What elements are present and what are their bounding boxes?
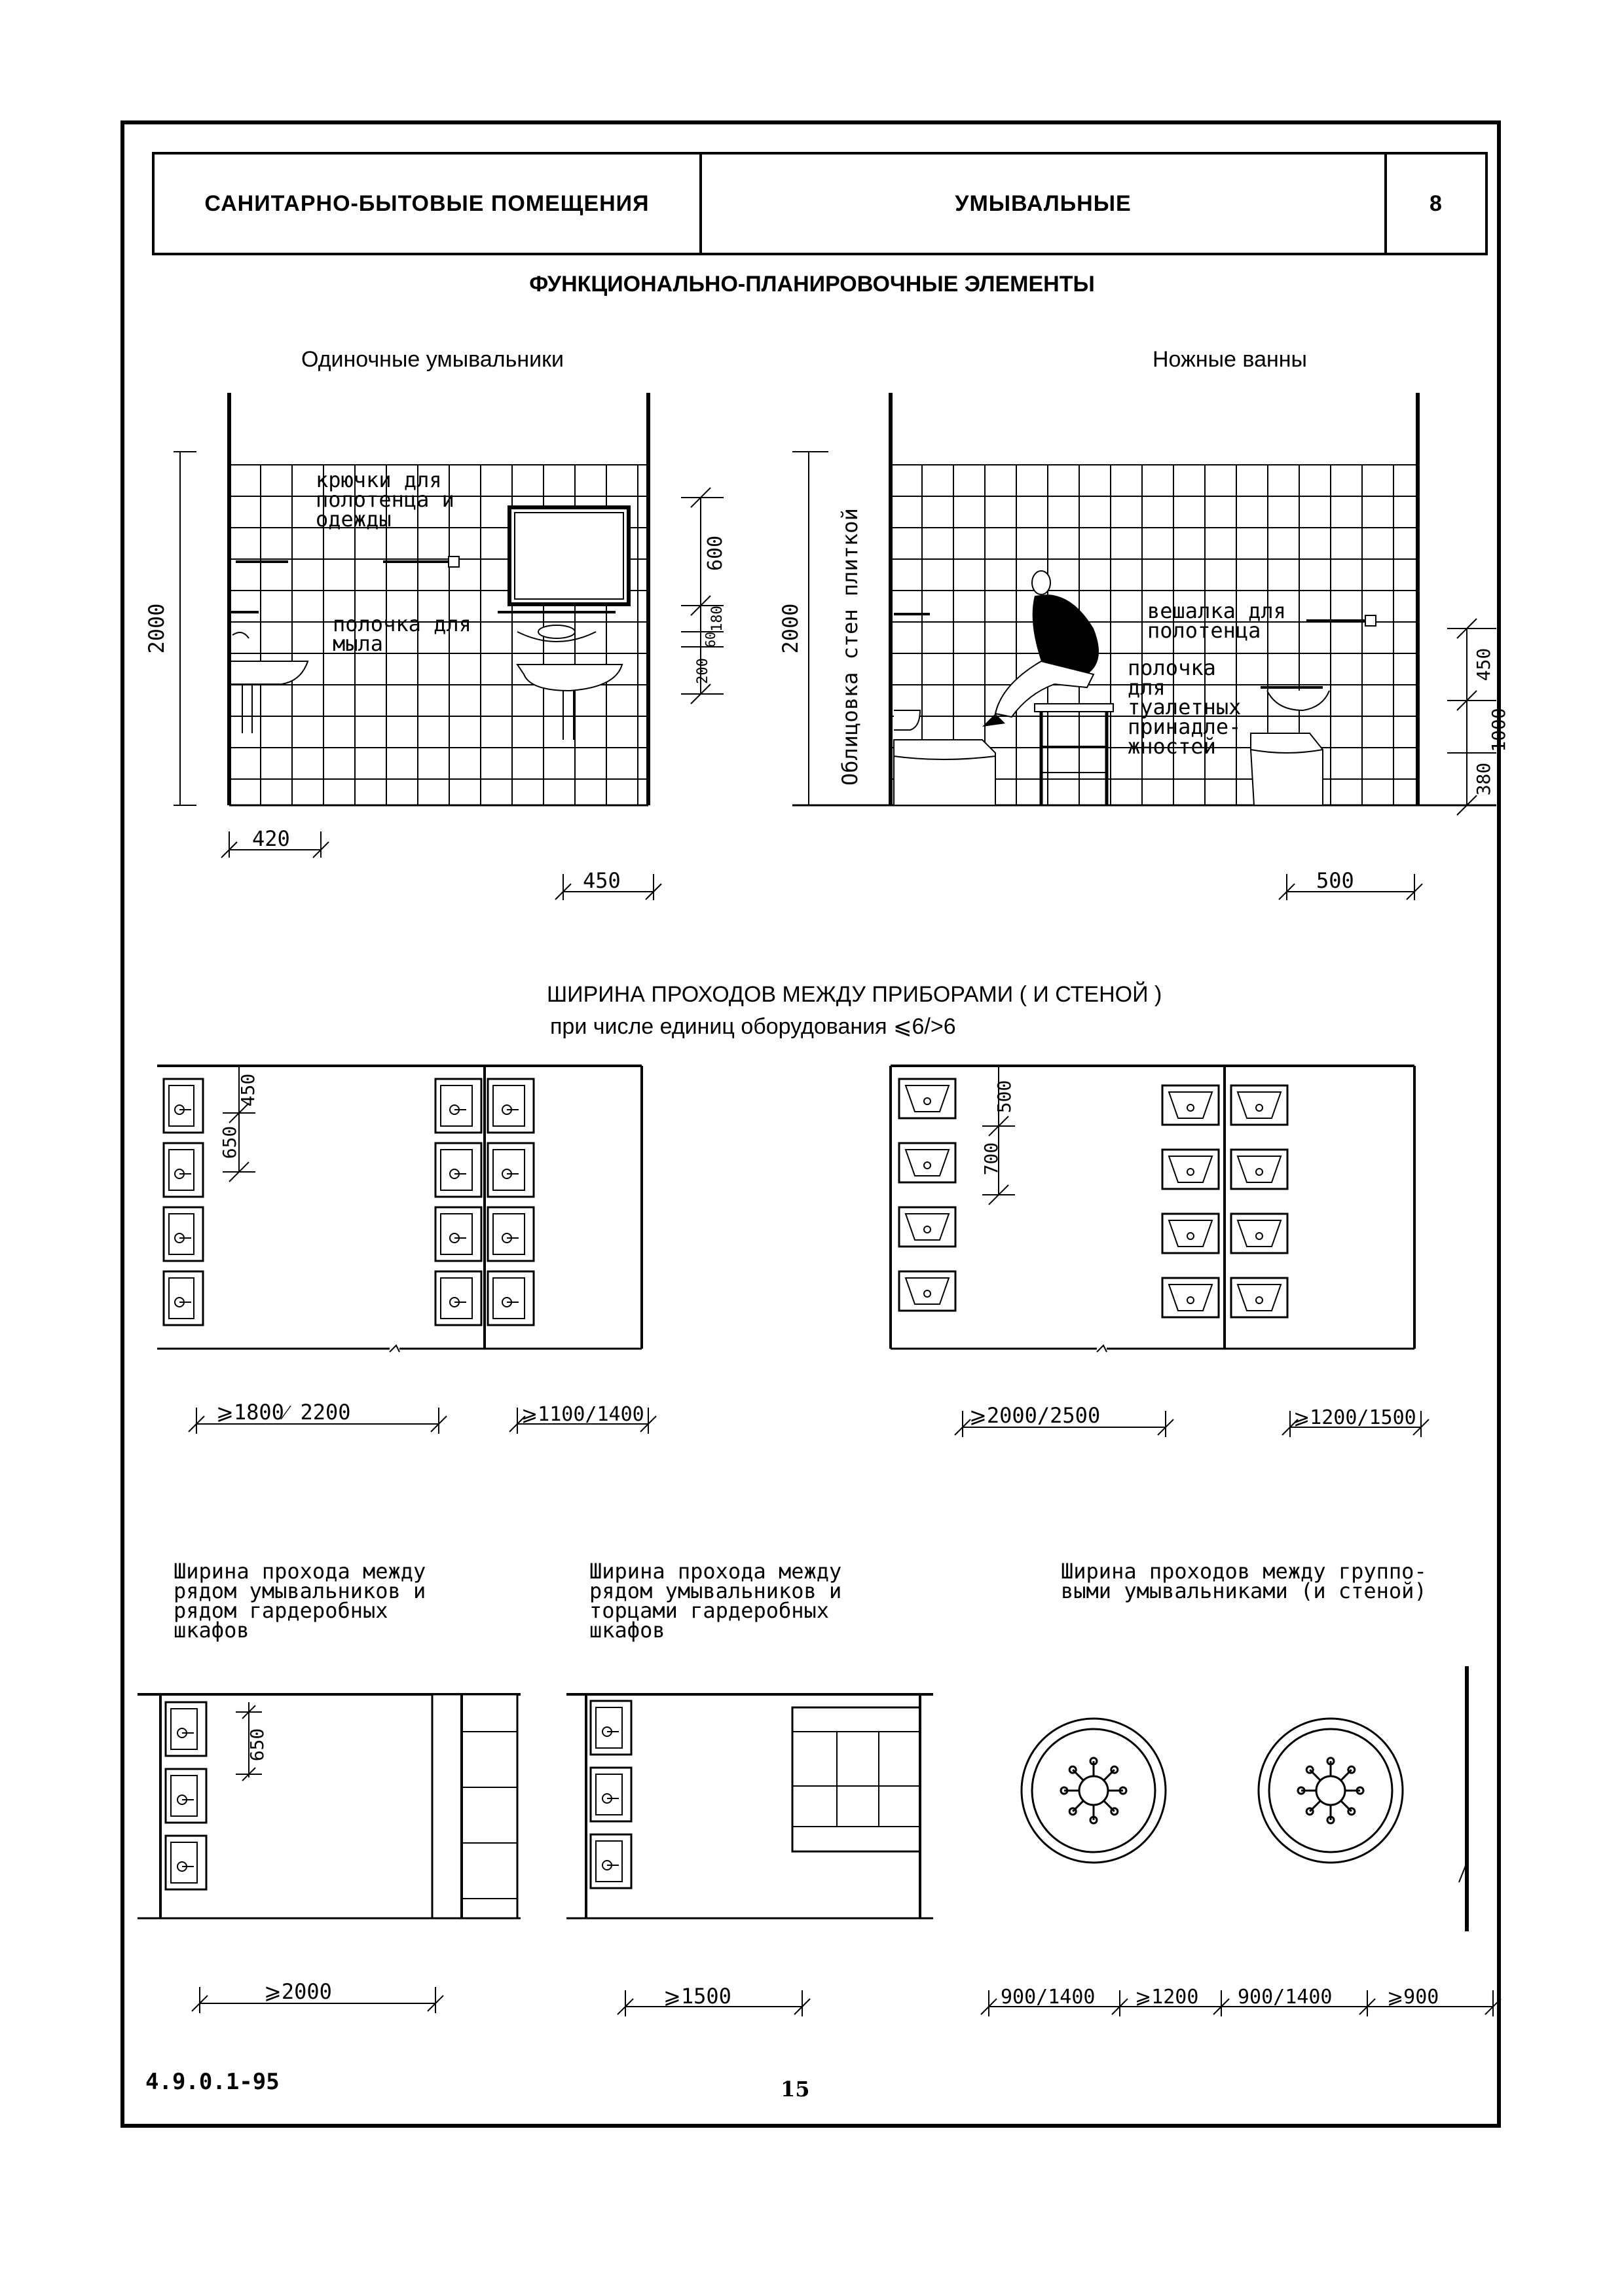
dim-500: 500 bbox=[1316, 868, 1354, 893]
soap-shelf-label: полочка для мыла bbox=[333, 611, 471, 656]
dim-2000-2500: ⩾2000/2500 bbox=[969, 1403, 1101, 1428]
dim-1500-bottom: ⩾1500 bbox=[663, 1984, 731, 2009]
left-elevation-horizontal-dims bbox=[216, 818, 674, 903]
left-elevation-title: Одиночные умывальники bbox=[301, 347, 564, 372]
tap-spoke bbox=[1104, 1770, 1115, 1780]
dim-650-plan: 650 bbox=[219, 1125, 240, 1159]
dim-1000: 1000 bbox=[1488, 708, 1509, 752]
dim-380: 380 bbox=[1473, 762, 1494, 796]
dim-200: 200 bbox=[695, 658, 711, 684]
plan-right-drawing bbox=[881, 1054, 1424, 1362]
washbasin-plan bbox=[435, 1079, 481, 1133]
topic-title-text: УМЫВАЛЬНЫЕ bbox=[955, 191, 1132, 216]
dim-900-bottom: ⩾900 bbox=[1387, 1986, 1439, 2009]
dim-1100-1400: ⩾1100/1400 bbox=[521, 1403, 644, 1426]
washbasin-plan bbox=[166, 1702, 206, 1756]
tap-icon bbox=[1111, 1808, 1118, 1815]
tap-spoke bbox=[1310, 1770, 1320, 1780]
washbasin-plan bbox=[435, 1207, 481, 1261]
dim-2000-right: 2000 bbox=[778, 603, 803, 654]
doc-code: 4.9.0.1-95 bbox=[145, 2069, 280, 2095]
towel-hanger-label: вешалка для полотенца bbox=[1147, 598, 1286, 643]
right-elevation-title: Ножные ванны bbox=[1153, 347, 1307, 372]
dim-600: 600 bbox=[704, 535, 727, 572]
toiletries-shelf-label: полочка для туалетных принадле- жностей bbox=[1128, 655, 1242, 759]
caption-2: Ширина прохода между рядом умывальников и торцами гардеробных шкафов bbox=[589, 1559, 842, 1643]
tap-icon bbox=[1111, 1766, 1118, 1773]
dim-60: 60 bbox=[703, 631, 718, 648]
dim-180: 180 bbox=[709, 606, 726, 632]
bottom-plan-3 bbox=[969, 1656, 1493, 1931]
sheet-number bbox=[1384, 152, 1488, 255]
tile-cladding-label: Облицовка стен плиткой bbox=[838, 508, 862, 786]
passages-subtitle: при числе единиц оборудования ⩽6/>6 bbox=[550, 1014, 956, 1039]
washbasin-plan bbox=[166, 1836, 206, 1889]
dim-500-plan: 500 bbox=[993, 1080, 1015, 1114]
washbasin-plan bbox=[488, 1079, 534, 1133]
tap-spoke bbox=[1104, 1801, 1115, 1812]
tap-spoke bbox=[1341, 1770, 1352, 1780]
washbasin-plan bbox=[435, 1271, 481, 1325]
sheet-number-text: 8 bbox=[1430, 191, 1443, 216]
washbasin-plan bbox=[591, 1768, 631, 1821]
dim-450-left: 450 bbox=[583, 868, 621, 893]
washbasin-plan bbox=[488, 1143, 534, 1197]
dim-900-1400-b: 900/1400 bbox=[1238, 1986, 1333, 2009]
dim-650-bottom: 650 bbox=[246, 1728, 268, 1762]
tap-icon bbox=[1348, 1808, 1355, 1815]
tap-icon bbox=[1306, 1766, 1313, 1773]
dim-500-line bbox=[1277, 864, 1428, 917]
tap-spoke bbox=[1341, 1801, 1352, 1812]
washbasin-plan bbox=[488, 1271, 534, 1325]
round-washbasin-1 bbox=[1022, 1719, 1166, 1863]
section-title-text: САНИТАРНО-БЫТОВЫЕ ПОМЕЩЕНИЯ bbox=[204, 191, 650, 216]
dim-2000-left: 2000 bbox=[144, 603, 169, 654]
washbasin-plan bbox=[488, 1207, 534, 1261]
tap-icon bbox=[1348, 1766, 1355, 1773]
hooks-label: крючки для полотенца и одежды bbox=[316, 467, 454, 532]
dim-420: 420 bbox=[252, 826, 290, 851]
tap-icon bbox=[1069, 1808, 1076, 1815]
bottom-plan-1 bbox=[134, 1683, 527, 1931]
bottom-plan-2 bbox=[563, 1683, 943, 1931]
washbasin-plan bbox=[591, 1834, 631, 1888]
main-title: ФУНКЦИОНАЛЬНО-ПЛАНИРОВОЧНЫЕ ЭЛЕМЕНТЫ bbox=[529, 272, 1095, 297]
dim-450-right: 450 bbox=[1473, 647, 1494, 682]
washbasin-plan bbox=[435, 1143, 481, 1197]
dim-1200-1500: ⩾1200/1500 bbox=[1293, 1406, 1416, 1429]
plan-left-drawing bbox=[147, 1054, 671, 1362]
dim-1800-2200: ⩾1800⁄ 2200 bbox=[216, 1400, 351, 1425]
tap-spoke bbox=[1310, 1801, 1320, 1812]
round-washbasin-2 bbox=[1259, 1719, 1403, 1863]
left-elevation-vertical-dims bbox=[661, 484, 760, 707]
dim-1200-bottom: ⩾1200 bbox=[1135, 1986, 1199, 2009]
bottom-dim-3 bbox=[976, 1977, 1513, 2030]
washbasin-plan bbox=[166, 1769, 206, 1823]
tap-icon bbox=[1069, 1766, 1076, 1773]
dim-450-plan: 450 bbox=[237, 1073, 259, 1107]
caption-1: Ширина прохода между рядом умывальников и рядом гардеробных шкафов bbox=[174, 1559, 426, 1643]
caption-3: Ширина проходов между группо- выми умывальниками (и стеной) bbox=[1061, 1559, 1427, 1603]
tap-spoke bbox=[1073, 1801, 1083, 1812]
page-number: 15 bbox=[781, 2077, 810, 2102]
plan-right-dims bbox=[950, 1398, 1460, 1450]
tap-spoke bbox=[1073, 1770, 1083, 1780]
topic-title bbox=[699, 152, 1387, 255]
plan-left-dims bbox=[183, 1394, 681, 1447]
section-title bbox=[152, 152, 702, 255]
washbasin-plan bbox=[591, 1701, 631, 1755]
bottom-dim-1 bbox=[187, 1974, 462, 2026]
dim-700-plan: 700 bbox=[980, 1142, 1002, 1176]
tap-icon bbox=[1306, 1808, 1313, 1815]
dim-900-1400-a: 900/1400 bbox=[1001, 1986, 1096, 2009]
bottom-dim-2 bbox=[612, 1977, 822, 2030]
dim-2000-bottom: ⩾2000 bbox=[264, 1979, 332, 2004]
passages-title: ШИРИНА ПРОХОДОВ МЕЖДУ ПРИБОРАМИ ( И СТЕНОЙ ) bbox=[547, 982, 1162, 1007]
